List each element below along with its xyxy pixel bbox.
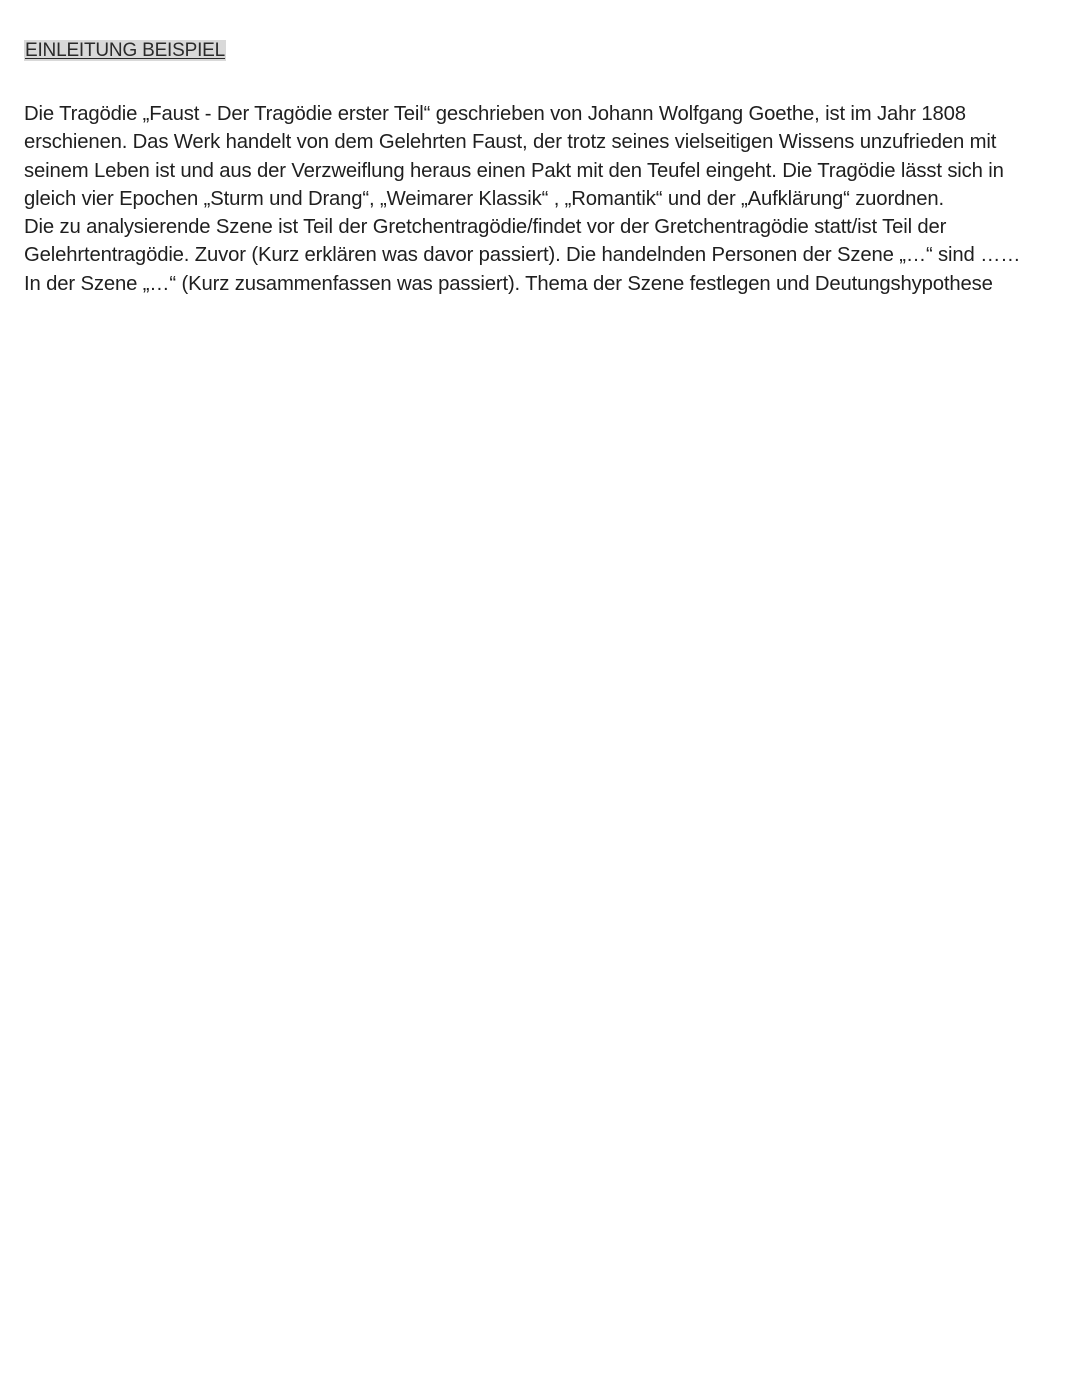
document-heading [24, 38, 226, 64]
document-body [24, 100, 1042, 298]
paragraph-scene: Die zu analysierende Szene ist Teil der Gretchentragödie/findet vor der Gretchentragödie statt/ist Teil der Gelehrtentragödie. Zuvor (Kurz erklären was davor passiert). Die handelnden Personen der Szene „…“ sind …… In der Szene „…“ (Kurz zusammenfassen was passiert). Thema der Szene festlegen und Deutungshypothese [24, 216, 1021, 295]
paragraph-intro: Die Tragödie „Faust - Der Tragödie erster Teil“ geschrieben von Johann Wolfgang Goethe, ist im Jahr 1808 erschienen. Das Werk handelt von dem Gelehrten Faust, der trotz seines vielseitigen Wissens unzufrieden mit seinem Leben ist und aus der Verzweiflung heraus einen Pakt mit den Teufel eingeht. Die Tragödie lässt sich in gleich vier Epochen „Sturm und Drang“, „Weimarer Klassik“ , „Romantik“ und der „Aufklärung“ zuordnen. [24, 103, 1004, 210]
heading-text: EINLEITUNG BEISPIEL [25, 40, 225, 61]
